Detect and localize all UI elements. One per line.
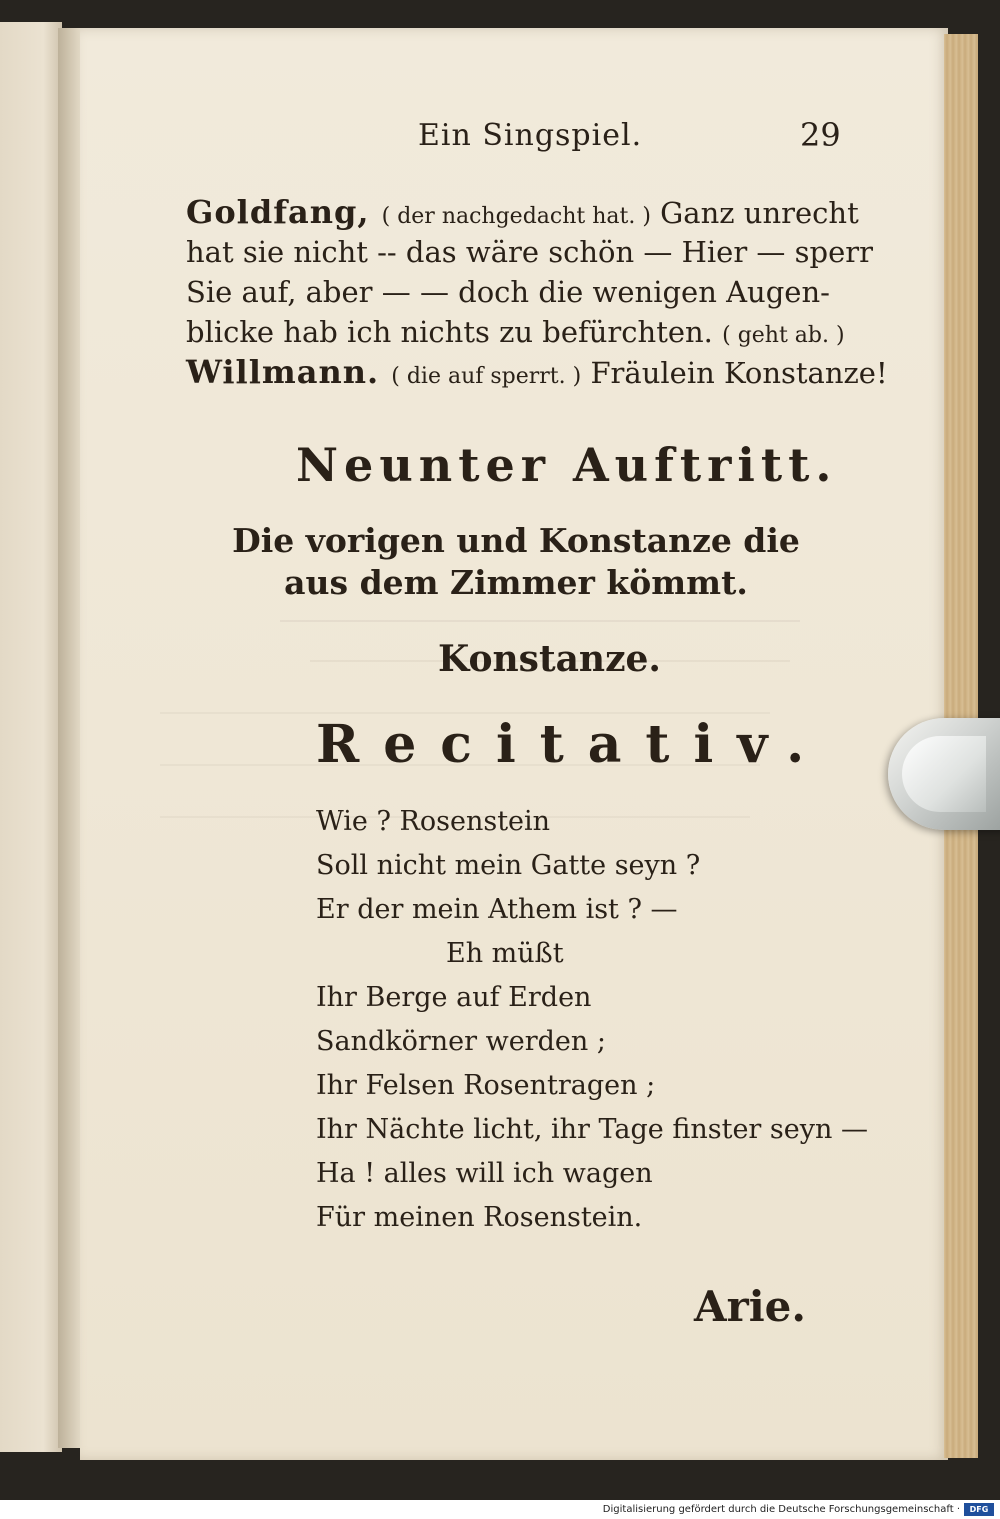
prose-line xyxy=(186,192,888,232)
prose-line xyxy=(186,312,888,352)
dialogue-block xyxy=(186,192,888,392)
verse-line: Eh müßt xyxy=(446,938,564,969)
verse-line: Wie ? Rosenstein xyxy=(316,806,551,837)
stage-direction: ( der nachgedacht hat. ) xyxy=(381,204,651,229)
page-number: 29 xyxy=(800,116,841,154)
prose-line xyxy=(186,232,888,272)
aria-heading: Arie. xyxy=(694,1282,807,1331)
stage-direction: ( geht ab. ) xyxy=(722,323,845,348)
page-clip xyxy=(888,718,1000,830)
prose-line xyxy=(186,352,888,392)
digitization-footer xyxy=(0,1500,1000,1519)
prose-text: Sie auf, aber — — doch die wenigen Augen- xyxy=(186,275,830,309)
footer-credit: Digitalisierung gefördert durch die Deutsche Forschungsgemeinschaft · xyxy=(602,1504,960,1515)
scene-title: Neunter Auftritt. xyxy=(296,438,838,492)
speaker-name: Goldfang, xyxy=(186,193,382,231)
character-name: Konstanze. xyxy=(438,638,661,680)
dfg-logo: DFG xyxy=(964,1503,994,1516)
prose-line xyxy=(186,272,888,312)
verse-line: Soll nicht mein Gatte seyn ? xyxy=(316,850,701,881)
page-clip-highlight xyxy=(902,736,986,812)
verse-line: Sandkörner werden ; xyxy=(316,1026,606,1057)
scene-description: Die vorigen und Konstanze die aus dem Zimmer kömmt. xyxy=(232,521,800,602)
verse-line: Ihr Nächte licht, ihr Tage finster seyn — xyxy=(316,1114,868,1145)
verse-line: Ihr Berge auf Erden xyxy=(316,982,592,1013)
section-heading: Recitativ. xyxy=(316,714,829,775)
verse-block xyxy=(316,800,868,1240)
left-page-edge xyxy=(0,22,62,1452)
verse-line: Ha ! alles will ich wagen xyxy=(316,1158,653,1189)
verse-line: Für meinen Rosenstein. xyxy=(316,1202,643,1233)
running-header: Ein Singspiel. xyxy=(418,118,643,153)
prose-text: blicke hab ich nichts zu befürchten. xyxy=(186,315,723,349)
prose-text: Ganz unrecht xyxy=(660,196,859,230)
prose-text: hat sie nicht -- das wäre schön — Hier — sperr xyxy=(186,235,873,269)
prose-text: Fräulein Konstanze! xyxy=(590,356,888,390)
stage-direction: ( die auf sperrt. ) xyxy=(391,364,582,389)
speaker-name: Willmann. xyxy=(186,353,392,391)
verse-line: Er der mein Athem ist ? — xyxy=(316,894,678,925)
verse-line: Ihr Felsen Rosentragen ; xyxy=(316,1070,656,1101)
